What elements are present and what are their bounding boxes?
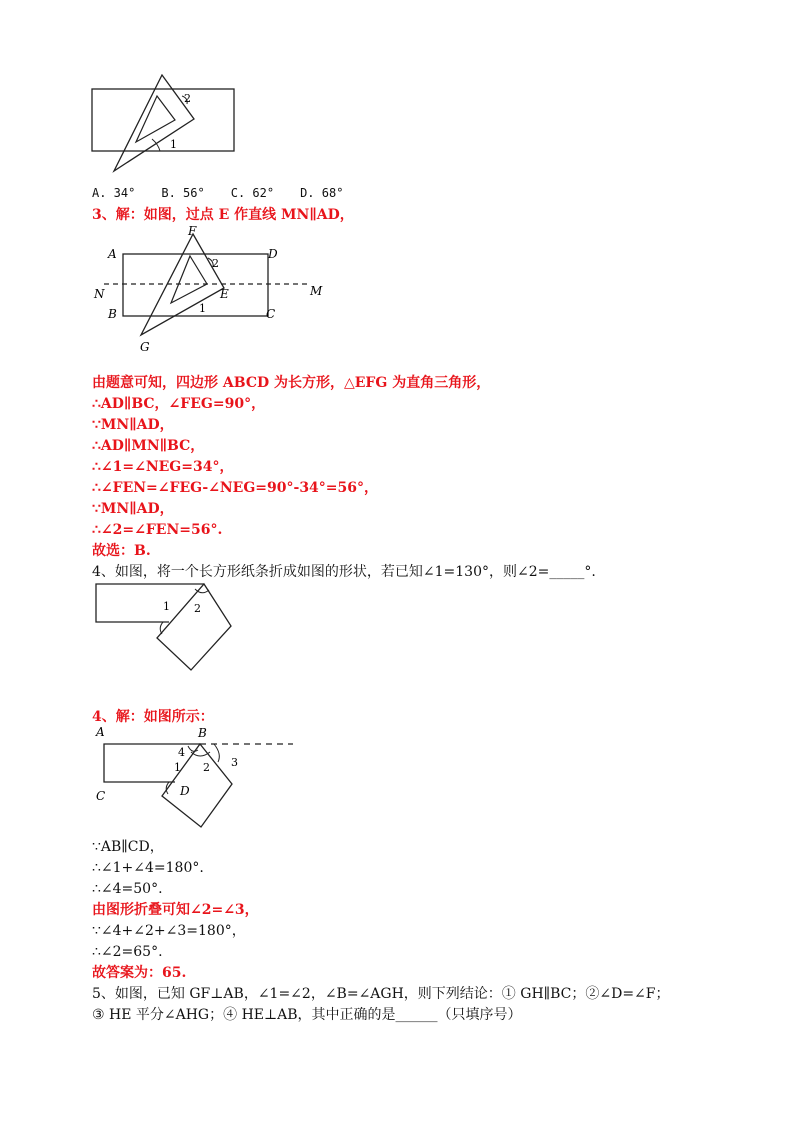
solution-3-line: 故选：B. [92,543,151,559]
figure-3-folded-strip [92,582,242,674]
fig4-label-1: 1 [174,761,181,774]
fig2-label-N: N [94,287,105,301]
question-4: 4、如图，将一个长方形纸条折成如图的形状，若已知∠1=130°，则∠2=_____°. [92,564,596,580]
fig4-label-2: 2 [203,761,210,774]
figure-4-solution-diagram [88,724,298,828]
fig1-label-2: 2 [184,92,191,105]
choice-c: C. 62° [230,186,275,200]
fig2-label-M: M [310,284,323,298]
fig3-label-2: 2 [194,602,201,615]
choice-a: A. 34° [92,186,136,200]
figure-2-solution-diagram [88,224,328,356]
solution-4-line: ∵∠4+∠2+∠3=180°， [92,923,246,939]
solution-4-line: ∴∠2=65°. [92,944,163,960]
solution-3-line: ∵MN∥AD， [92,417,174,433]
solution-3-line: ∴∠2=∠FEN=56°. [92,522,223,538]
solution-3-line: ∵MN∥AD， [92,501,174,517]
solution-3-line: ∴AD∥MN∥BC， [92,438,205,454]
fig2-label-G: G [140,340,150,354]
solution-4-heading: 4、解：如图所示： [92,709,214,725]
fig2-label-B: B [108,307,117,321]
choice-b: B. 56° [161,186,205,200]
answer-choices [92,186,369,200]
fig2-label-E: E [220,287,229,301]
fig4-label-D: D [180,784,190,798]
solution-3-heading: 3、解：如图，过点 E 作直线 MN∥AD， [92,207,354,223]
solution-4-line: 故答案为：65. [92,965,187,981]
fig3-label-1: 1 [163,600,170,613]
fig4-label-C: C [96,789,106,803]
fig2-label-2: 2 [212,257,219,270]
fig4-label-3: 3 [231,756,238,769]
solution-3-line: ∴AD∥BC，∠FEG=90°， [92,396,266,412]
fig2-label-1: 1 [199,302,206,315]
fig2-label-D: D [268,247,278,261]
solution-4-line: ∴∠1+∠4=180°. [92,860,204,876]
fig4-label-A: A [96,725,105,739]
solution-3-line: 由题意可知，四边形 ABCD 为长方形，△EFG 为直角三角形， [92,375,491,391]
solution-4-line: 由图形折叠可知∠2=∠3， [92,902,259,918]
question-5-line-2: ③ HE 平分∠AHG；④ HE⊥AB，其中正确的是______（只填序号） [92,1007,522,1023]
fig2-label-C: C [266,307,276,321]
fig4-label-4: 4 [178,746,185,759]
question-5-line-1: 5、如图，已知 GF⊥AB，∠1=∠2，∠B=∠AGH，则下列结论：① GH∥BC；②∠D=∠F； [92,986,670,1002]
fig2-label-F: F [188,224,197,238]
solution-3-line: ∴∠1=∠NEG=34°， [92,459,234,475]
solution-3-line: ∴∠FEN=∠FEG-∠NEG=90°-34°=56°， [92,480,379,496]
solution-4-line: ∵AB∥CD， [92,839,164,855]
fig4-label-B: B [198,726,207,740]
fig1-label-1: 1 [170,138,177,151]
solution-4-line: ∴∠4=50°. [92,881,163,897]
fig2-label-A: A [108,247,117,261]
choice-d: D. 68° [300,186,344,200]
figure-1-ruler-triangle [88,74,248,174]
